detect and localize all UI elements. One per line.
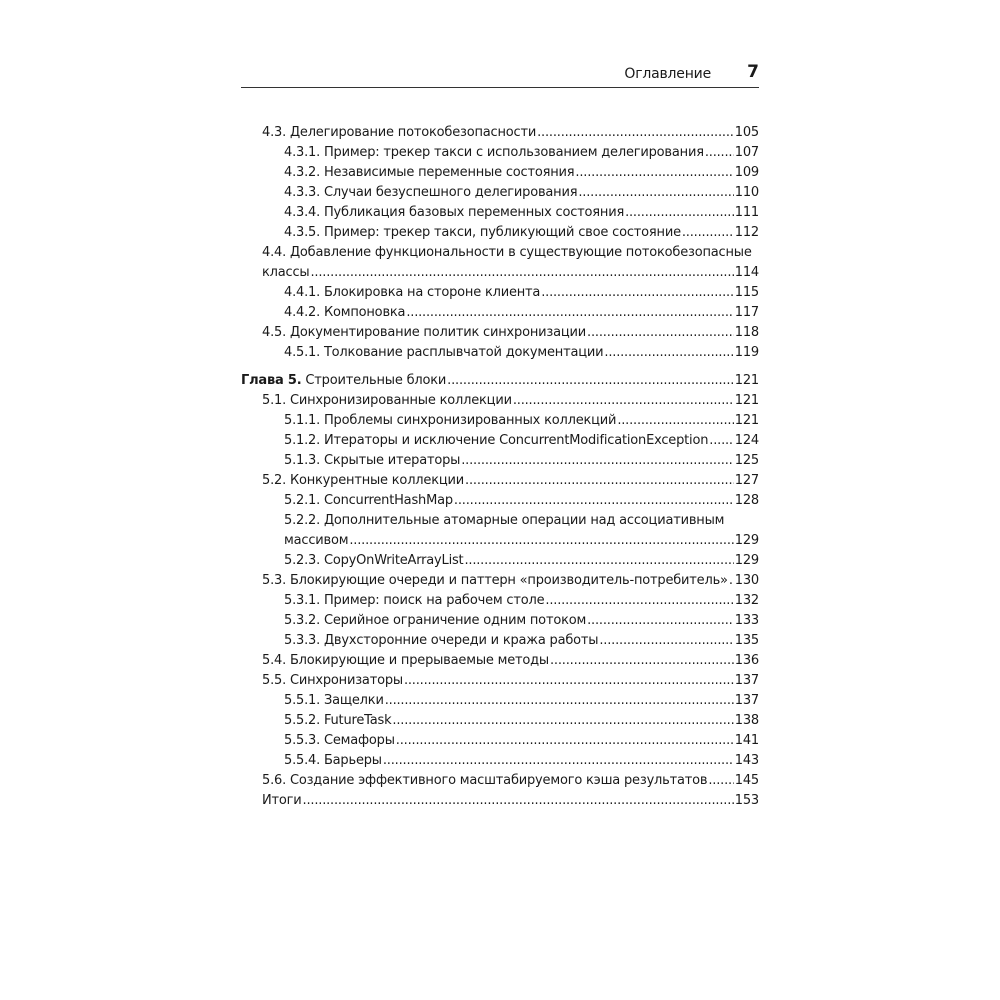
toc-entry-label: 5.1.3. Скрытые итераторы bbox=[284, 453, 461, 468]
toc-entry-label: 4.5.1. Толкование расплывчатой документации bbox=[284, 345, 604, 360]
toc-entry-label-wrap bbox=[284, 491, 453, 511]
toc-entry-continuation bbox=[262, 263, 759, 283]
leader-dots bbox=[311, 263, 734, 283]
toc-entry bbox=[241, 511, 759, 551]
leader-dots bbox=[587, 611, 734, 631]
toc-entry bbox=[241, 571, 759, 591]
toc-entry bbox=[241, 731, 759, 751]
toc-entry-label-wrap bbox=[262, 323, 586, 343]
toc-entry-page: 128 bbox=[734, 493, 759, 508]
toc-entry-label-wrap bbox=[241, 371, 446, 391]
toc-entry-page: 110 bbox=[734, 185, 759, 200]
toc-entry-page: 133 bbox=[734, 613, 759, 628]
toc-entry-label-wrap bbox=[262, 391, 512, 411]
toc-entry bbox=[241, 243, 759, 283]
toc-entry-label-wrap bbox=[262, 651, 549, 671]
toc-entry bbox=[241, 283, 759, 303]
toc-entry-page: 111 bbox=[734, 205, 759, 220]
toc-entry-page: 114 bbox=[734, 265, 759, 280]
leader-dots bbox=[461, 451, 734, 471]
toc-entry-page: 141 bbox=[734, 733, 759, 748]
toc-entry-page: 109 bbox=[734, 165, 759, 180]
toc-entry-label: 5.3.1. Пример: поиск на рабочем столе bbox=[284, 593, 545, 608]
toc-entry-label: 5.2.3. CopyOnWriteArrayList bbox=[284, 553, 464, 568]
toc-entry-page: 105 bbox=[734, 125, 759, 140]
toc-entry-label-wrap bbox=[284, 631, 598, 651]
leader-dots bbox=[578, 183, 733, 203]
toc-entry-label: 5.3.2. Серийное ограничение одним потоком bbox=[284, 613, 587, 628]
toc-entry bbox=[241, 471, 759, 491]
leader-dots bbox=[599, 631, 733, 651]
toc-entry-label-wrap bbox=[284, 751, 382, 771]
toc-entry-page: 132 bbox=[734, 593, 759, 608]
toc-entry-page: 127 bbox=[734, 473, 759, 488]
toc-entry-label: 4.4. Добавление функциональности в существующие потокобезопасные bbox=[262, 245, 752, 260]
toc-entry-page: 129 bbox=[734, 553, 759, 568]
toc-entry-label: 5.5.3. Семафоры bbox=[284, 733, 395, 748]
leader-dots bbox=[513, 391, 734, 411]
toc-entry-label-wrap bbox=[284, 591, 544, 611]
toc-entry-page: 125 bbox=[734, 453, 759, 468]
toc-entry-label-wrap bbox=[284, 711, 391, 731]
toc-entry-page: 129 bbox=[734, 533, 759, 548]
toc-entry bbox=[241, 491, 759, 511]
toc-entry-label-continuation: классы bbox=[262, 265, 310, 280]
leader-dots bbox=[404, 671, 734, 691]
toc-entry-label: 5.1. Синхронизированные коллекции bbox=[262, 393, 512, 408]
running-header bbox=[241, 62, 759, 86]
toc-entry-label: 4.5. Документирование политик синхронизации bbox=[262, 325, 587, 340]
toc-entry bbox=[241, 771, 759, 791]
toc-entry bbox=[241, 791, 759, 811]
toc-entry-label-wrap bbox=[284, 343, 603, 363]
toc-entry bbox=[241, 711, 759, 731]
toc-entry bbox=[241, 631, 759, 651]
toc-entry-page: 115 bbox=[734, 285, 759, 300]
toc-entry-label: 5.4. Блокирующие и прерываемые методы bbox=[262, 653, 549, 668]
leader-dots bbox=[545, 591, 733, 611]
toc-entry-page: 137 bbox=[734, 673, 759, 688]
toc-entry-label: 4.3.1. Пример: трекер такси с использованием делегирования bbox=[284, 145, 704, 160]
toc-entry-label-wrap bbox=[262, 123, 536, 143]
toc-entry-label-wrap bbox=[284, 731, 395, 751]
leader-dots bbox=[709, 431, 734, 451]
leader-dots bbox=[604, 343, 733, 363]
toc-entry-label: 4.3.3. Случаи безуспешного делегирования bbox=[284, 185, 578, 200]
toc-entry-page: 135 bbox=[734, 633, 759, 648]
toc-entry bbox=[241, 751, 759, 771]
leader-dots bbox=[349, 531, 733, 551]
toc-entry-label: 5.1.1. Проблемы синхронизированных коллекций bbox=[284, 413, 617, 428]
leader-dots bbox=[541, 283, 734, 303]
toc-entry-page: 136 bbox=[734, 653, 759, 668]
toc-entry-label-wrap bbox=[262, 771, 707, 791]
toc-entry-label-wrap bbox=[284, 431, 708, 451]
toc-entry bbox=[241, 343, 759, 363]
header-rule bbox=[241, 87, 759, 88]
toc-entry-label-continuation: массивом bbox=[284, 533, 349, 548]
toc-entry-label: 4.3.4. Публикация базовых переменных состояния bbox=[284, 205, 625, 220]
toc-entry-label-wrap bbox=[284, 283, 540, 303]
toc-entry-label: 4.3.2. Независимые переменные состояния bbox=[284, 165, 575, 180]
toc-entry bbox=[241, 691, 759, 711]
toc-entry-label-wrap bbox=[284, 183, 577, 203]
toc-entry-page: 107 bbox=[734, 145, 759, 160]
toc-entry bbox=[241, 551, 759, 571]
toc-entry-page: 130 bbox=[734, 573, 759, 588]
toc-entry bbox=[241, 143, 759, 163]
toc-entry-label-wrap bbox=[284, 551, 463, 571]
leader-dots bbox=[587, 323, 734, 343]
toc-entry bbox=[241, 303, 759, 323]
toc-entry bbox=[241, 671, 759, 691]
toc-entry bbox=[241, 611, 759, 631]
toc-entry-label-wrap bbox=[284, 611, 586, 631]
toc-entry-page: 121 bbox=[734, 393, 759, 408]
toc-entry-label: 4.4.1. Блокировка на стороне клиента bbox=[284, 285, 541, 300]
toc-entry bbox=[241, 411, 759, 431]
toc-entry-label: 5.3. Блокирующие очереди и паттерн «производитель-потребитель» bbox=[262, 573, 728, 588]
leader-dots bbox=[708, 771, 733, 791]
toc-entry-page: 112 bbox=[734, 225, 759, 240]
toc-entry-label-wrap bbox=[284, 203, 624, 223]
toc-entry bbox=[241, 123, 759, 143]
toc-entry-page: 119 bbox=[734, 345, 759, 360]
leader-dots bbox=[682, 223, 734, 243]
toc-entry-label: 5.6. Создание эффективного масштабируемого кэша результатов bbox=[262, 773, 708, 788]
leader-dots bbox=[383, 751, 734, 771]
toc-entry-label-wrap bbox=[284, 691, 384, 711]
leader-dots bbox=[406, 303, 733, 323]
toc-entry bbox=[241, 651, 759, 671]
toc-entry-label: 5.1.2. Итераторы и исключение ConcurrentModificationException bbox=[284, 433, 709, 448]
leader-dots bbox=[550, 651, 734, 671]
toc-entry-label: 5.2. Конкурентные коллекции bbox=[262, 473, 465, 488]
header-title: Оглавление bbox=[624, 66, 711, 82]
toc-entry-label-wrap bbox=[262, 571, 728, 591]
toc-entry-page: 137 bbox=[734, 693, 759, 708]
leader-dots bbox=[537, 123, 734, 143]
leader-dots bbox=[625, 203, 734, 223]
leader-dots bbox=[454, 491, 734, 511]
toc-entry-label-wrap bbox=[284, 303, 405, 323]
toc-entry-label: Строительные блоки bbox=[301, 373, 447, 388]
toc-entry-label: Итоги bbox=[262, 793, 302, 808]
leader-dots bbox=[617, 411, 733, 431]
toc-entry-page: 121 bbox=[734, 413, 759, 428]
toc-entry-label: 5.2.2. Дополнительные атомарные операции над ассоциативным bbox=[284, 513, 725, 528]
toc-entry-label: 5.3.3. Двухсторонние очереди и кража работы bbox=[284, 633, 599, 648]
toc-entry-label: 5.5.1. Защелки bbox=[284, 693, 384, 708]
toc-entry-continuation bbox=[284, 531, 759, 551]
toc-entry-label-wrap bbox=[284, 451, 460, 471]
toc-entry bbox=[241, 183, 759, 203]
toc-entry-label-wrap bbox=[262, 471, 464, 491]
toc-entry bbox=[241, 323, 759, 343]
toc-entry-label: 5.5. Синхронизаторы bbox=[262, 673, 403, 688]
toc-entry-label-wrap bbox=[284, 163, 574, 183]
toc-entry-label-wrap bbox=[284, 223, 681, 243]
chapter-number: Глава 5. bbox=[241, 373, 302, 388]
toc-entry-label: 4.4.2. Компоновка bbox=[284, 305, 406, 320]
leader-dots bbox=[705, 143, 734, 163]
leader-dots bbox=[729, 571, 734, 591]
toc-entry-label-wrap bbox=[284, 411, 616, 431]
toc-entry bbox=[241, 223, 759, 243]
toc-entry-page: 143 bbox=[734, 753, 759, 768]
toc-entry-label-wrap bbox=[262, 671, 403, 691]
toc-entry bbox=[241, 371, 759, 391]
header-page-number: 7 bbox=[747, 62, 759, 82]
toc-entry-page: 153 bbox=[734, 793, 759, 808]
toc-entry bbox=[241, 163, 759, 183]
toc-entry bbox=[241, 451, 759, 471]
toc-entry-label-wrap bbox=[262, 791, 302, 811]
leader-dots bbox=[396, 731, 734, 751]
leader-dots bbox=[465, 471, 734, 491]
leader-dots bbox=[447, 371, 734, 391]
leader-dots bbox=[385, 691, 734, 711]
toc-entry bbox=[241, 431, 759, 451]
toc-entry-label: 5.5.2. FutureTask bbox=[284, 713, 392, 728]
toc-entry-page: 121 bbox=[734, 373, 759, 388]
leader-dots bbox=[464, 551, 733, 571]
leader-dots bbox=[303, 791, 734, 811]
toc-entry-page: 124 bbox=[734, 433, 759, 448]
toc-entry-page: 118 bbox=[734, 325, 759, 340]
toc-entry bbox=[241, 391, 759, 411]
toc-entry-page: 138 bbox=[734, 713, 759, 728]
leader-dots bbox=[392, 711, 733, 731]
table-of-contents bbox=[241, 123, 759, 811]
leader-dots bbox=[575, 163, 733, 183]
toc-entry-label: 4.3. Делегирование потокобезопасности bbox=[262, 125, 537, 140]
toc-entry-label: 5.2.1. ConcurrentHashMap bbox=[284, 493, 453, 508]
toc-entry bbox=[241, 203, 759, 223]
toc-entry-label: 4.3.5. Пример: трекер такси, публикующий свое состояние bbox=[284, 225, 681, 240]
toc-entry-label-wrap bbox=[284, 143, 704, 163]
toc-entry-label: 5.5.4. Барьеры bbox=[284, 753, 382, 768]
toc-entry-page: 145 bbox=[734, 773, 759, 788]
toc-entry bbox=[241, 591, 759, 611]
toc-entry-page: 117 bbox=[734, 305, 759, 320]
